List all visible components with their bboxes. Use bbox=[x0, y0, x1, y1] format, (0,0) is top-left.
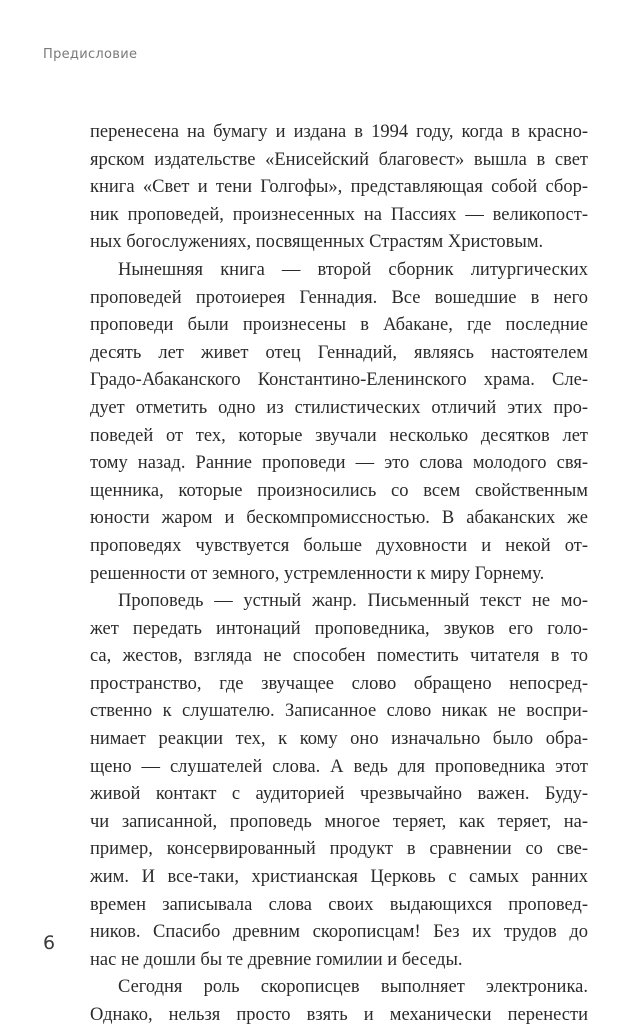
text-line: ярском издательстве «Енисейский благовест» вышла в свет bbox=[90, 149, 588, 170]
text-line: пространство, где звучащее слово обращено непосред- bbox=[90, 673, 588, 694]
text-line: са, жестов, взгляда не способен поместить читателя в то bbox=[90, 646, 588, 667]
page-number: 6 bbox=[43, 932, 56, 954]
text-line: проповедях чувствуется больше духовности и некой от- bbox=[90, 535, 588, 556]
text-line: чи записанной, проповедь многое теряет, как теряет, на- bbox=[90, 811, 588, 832]
running-head: Предисловие bbox=[43, 47, 138, 62]
text-line: проповедей протоиерея Геннадия. Все вошедшие в него bbox=[90, 287, 588, 308]
text-line: Проповедь — устный жанр. Письменный текст не мо- bbox=[118, 591, 588, 612]
text-line: проповеди были произнесены в Абакане, где последние bbox=[90, 315, 588, 336]
text-line: решенности от земного, устремленности к миру Горнему. bbox=[90, 563, 545, 584]
text-line: ник проповедей, произнесенных на Пассиях — великопост- bbox=[90, 204, 588, 225]
text-line: времен записывала слова своих выдающихся проповед- bbox=[90, 894, 588, 915]
text-line: перенесена на бумагу и издана в 1994 году, когда в красно- bbox=[90, 122, 588, 142]
text-line: ных богослужениях, посвященных Страстям Христовым. bbox=[90, 232, 544, 253]
text-line: жим. И все-таки, христианская Церковь с самых ранних bbox=[90, 867, 588, 888]
text-line: Сегодня роль скорописцев выполняет электроника. bbox=[118, 977, 588, 998]
text-line: книга «Свет и тени Голгофы», представляющая собой сбор- bbox=[90, 177, 588, 198]
body-text bbox=[90, 119, 588, 1030]
text-line: тому назад. Ранние проповеди — это слова молодого свя- bbox=[90, 453, 588, 474]
text-line: пример, консервированный продукт в сравнении со све- bbox=[90, 839, 588, 860]
text-line: Нынешняя книга — второй сборник литургических bbox=[118, 259, 588, 280]
text-line: щенника, которые произносились со всем свойственным bbox=[90, 480, 588, 501]
text-line: юности жаром и бескомпромиссностью. В абаканских же bbox=[90, 508, 588, 529]
text-line: десять лет живет отец Геннадий, являясь настоятелем bbox=[90, 342, 588, 363]
text-line: Однако, нельзя просто взять и механически перенести bbox=[90, 1005, 588, 1025]
text-line: нас не дошли бы те древние гомилии и беседы. bbox=[90, 949, 463, 970]
text-line: ников. Спасибо древним скорописцам! Без их трудов до bbox=[90, 922, 588, 943]
text-line: поведей от тех, которые звучали несколько десятков лет bbox=[90, 425, 588, 446]
text-line: Градо-Абаканского Константино-Еленинского храма. Сле- bbox=[90, 370, 588, 391]
text-line: ственно к слушателю. Записанное слово никак не воспри- bbox=[90, 701, 588, 722]
text-line: живой контакт с аудиторией чрезвычайно важен. Буду- bbox=[90, 784, 588, 805]
text-line: жет передать интонаций проповедника, звуков его голо- bbox=[90, 618, 588, 639]
text-line: дует отметить одно из стилистических отличий этих про- bbox=[90, 397, 588, 418]
text-line: щено — слушателей слова. А ведь для проповедника этот bbox=[90, 756, 588, 777]
text-line: нимает реакции тех, к кому оно изначально было обра- bbox=[90, 729, 588, 750]
